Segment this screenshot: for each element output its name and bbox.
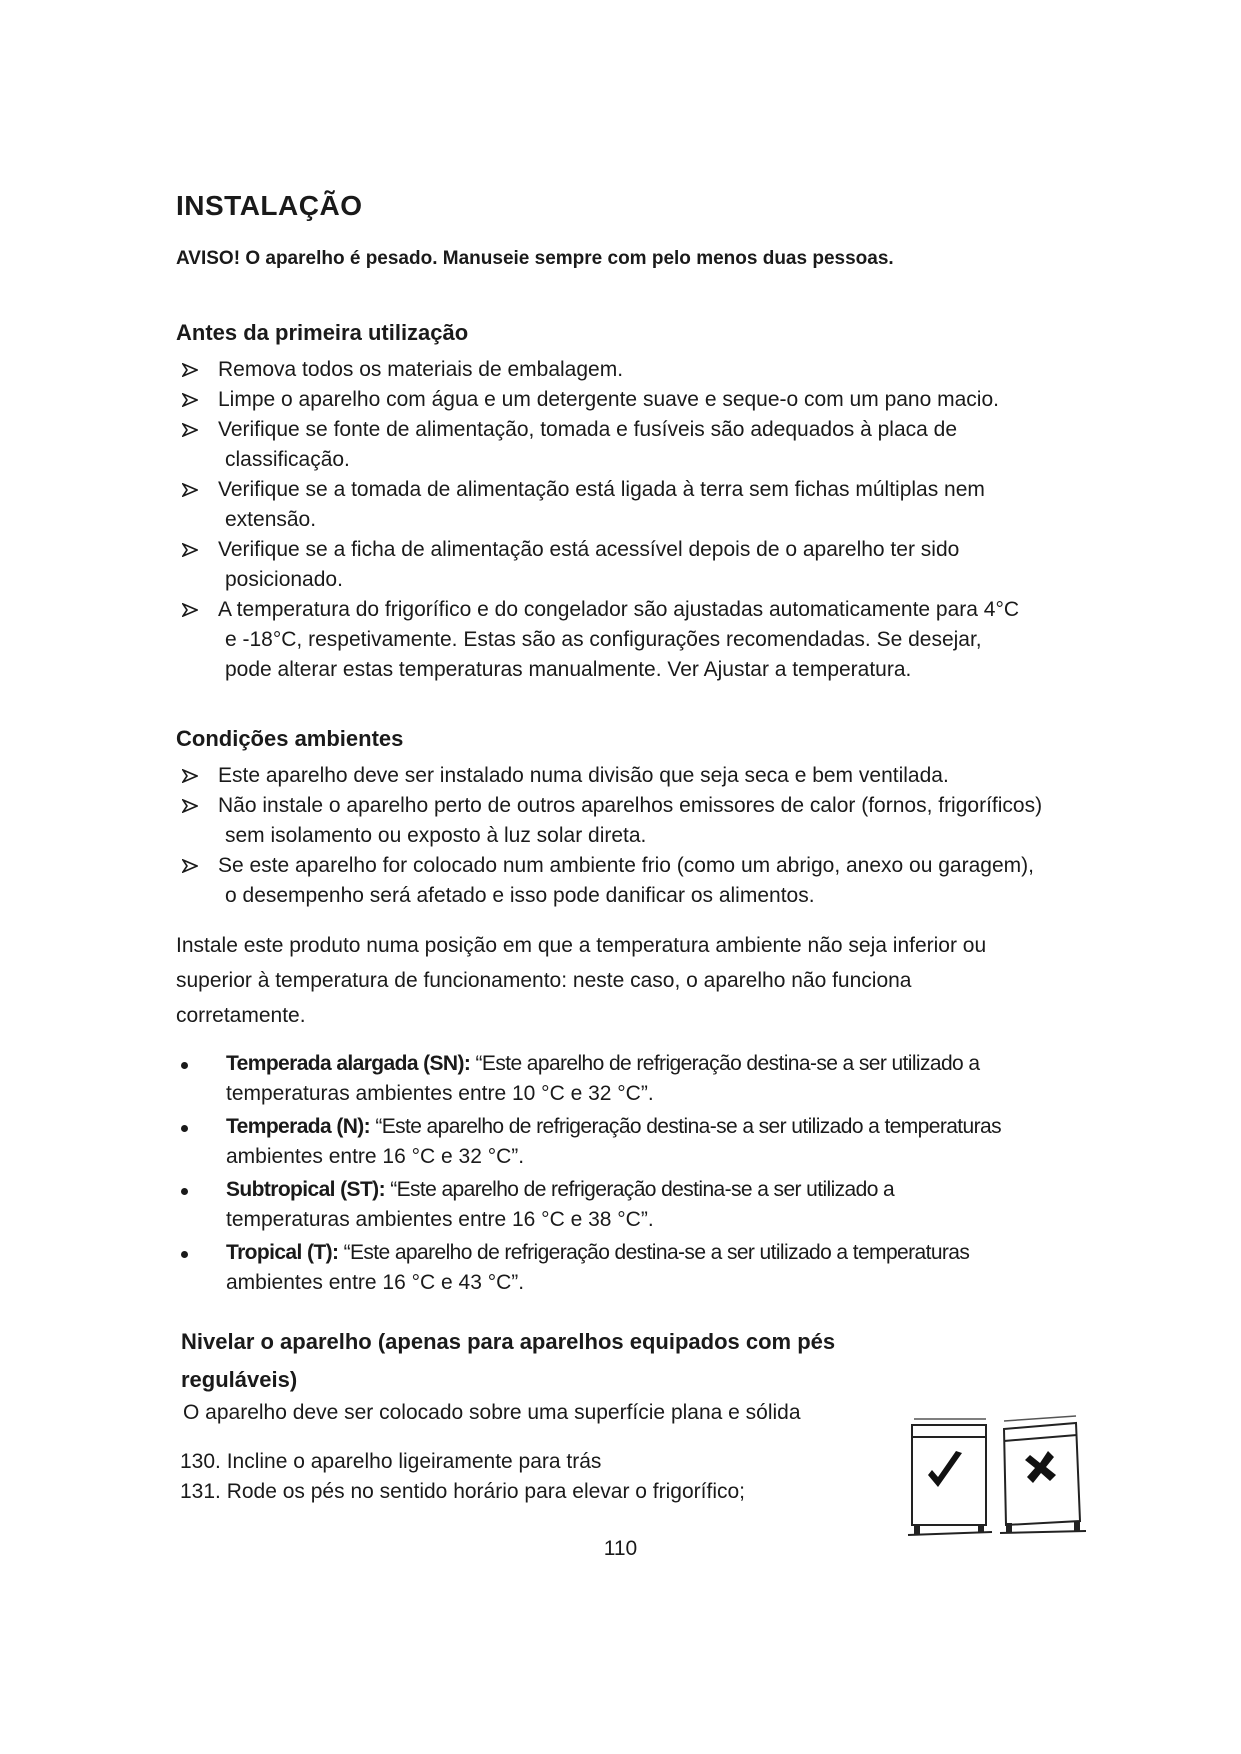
section-heading-first-use: Antes da primeira utilização [176, 320, 469, 345]
arrow-bullet-icon [182, 799, 198, 813]
first-use-list [176, 355, 1019, 685]
list-item: A temperatura do frigorífico e do congelador são ajustadas automaticamente para 4°C e -18°C, respetivamente. Estas são as configurações recomendadas. Se desejar, pode alterar estas temperaturas manualmente. Ver Ajustar a temperatura. [176, 595, 1019, 685]
bullet-dot-icon [181, 1251, 188, 1258]
list-item: Este aparelho deve ser instalado numa divisão que seja seca e bem ventilada. [176, 761, 1042, 791]
arrow-bullet-icon [182, 769, 198, 783]
section-heading-ambient: Condições ambientes [176, 726, 404, 751]
list-item: Limpe o aparelho com água e um detergente suave e seque-o com um pano macio. [176, 385, 1019, 415]
list-item: Verifique se a tomada de alimentação está ligada à terra sem fichas múltiplas nem extensão. [176, 475, 1019, 535]
list-item: Subtropical (ST): “Este aparelho de refrigeração destina-se a ser utilizado a temperaturas ambientes entre 16 °C e 38 °C”. [176, 1175, 1001, 1235]
list-item: Verifique se a ficha de alimentação está acessível depois de o aparelho ter sido posicionado. [176, 535, 1019, 595]
bullet-dot-icon [181, 1062, 188, 1069]
list-item: Não instale o aparelho perto de outros aparelhos emissores de calor (fornos, frigoríficos) sem isolamento ou exposto à luz solar direta. [176, 791, 1042, 851]
checkmark-icon [928, 1451, 962, 1487]
leveling-illustration [900, 1415, 1100, 1547]
list-item: 131. Rode os pés no sentido horário para elevar o frigorífico; [180, 1480, 746, 1503]
leveling-intro: O aparelho deve ser colocado sobre uma superfície plana e sólida [183, 1401, 801, 1424]
climate-class-list [176, 1049, 1001, 1301]
arrow-bullet-icon [182, 423, 198, 437]
list-item: Temperada (N): “Este aparelho de refrigeração destina-se a ser utilizado a temperaturas ambientes entre 16 °C e 32 °C”. [176, 1112, 1001, 1172]
section-heading-leveling: Nivelar o aparelho (apenas para aparelhos equipados com pés reguláveis) [181, 1329, 836, 1392]
ambient-paragraph: Instale este produto numa posição em que a temperatura ambiente não seja inferior ou superior à temperatura de funcionamento: neste caso, o aparelho não funciona corretamente. [176, 934, 987, 1027]
ambient-list [176, 761, 1042, 911]
arrow-bullet-icon [182, 543, 198, 557]
arrow-bullet-icon [182, 859, 198, 873]
incorrect-position-figure [1000, 1416, 1086, 1533]
arrow-bullet-icon [182, 393, 198, 407]
leveling-steps [180, 1447, 745, 1507]
list-item: Se este aparelho for colocado num ambiente frio (como um abrigo, anexo ou garagem), o desempenho será afetado e isso pode danificar os alimentos. [176, 851, 1042, 911]
page-title: INSTALAÇÃO [176, 190, 363, 221]
bullet-dot-icon [181, 1125, 188, 1132]
list-item: Temperada alargada (SN): “Este aparelho de refrigeração destina-se a ser utilizado a temperaturas ambientes entre 10 °C e 32 °C”. [176, 1049, 1001, 1109]
list-item: Verifique se fonte de alimentação, tomada e fusíveis são adequados à placa de classificação. [176, 415, 1019, 475]
arrow-bullet-icon [182, 603, 198, 617]
cross-icon [1025, 1451, 1056, 1483]
list-item: Remova todos os materiais de embalagem. [176, 355, 1019, 385]
list-item: 130. Incline o aparelho ligeiramente para trás [180, 1450, 602, 1473]
list-item: Tropical (T): “Este aparelho de refrigeração destina-se a ser utilizado a temperaturas ambientes entre 16 °C e 43 °C”. [176, 1238, 1001, 1298]
correct-position-figure [908, 1419, 992, 1535]
warning-text: AVISO! O aparelho é pesado. Manuseie sempre com pelo menos duas pessoas. [176, 248, 894, 269]
arrow-bullet-icon [182, 363, 198, 377]
bullet-dot-icon [181, 1188, 188, 1195]
page-number: 110 [603, 1537, 638, 1560]
arrow-bullet-icon [182, 483, 198, 497]
